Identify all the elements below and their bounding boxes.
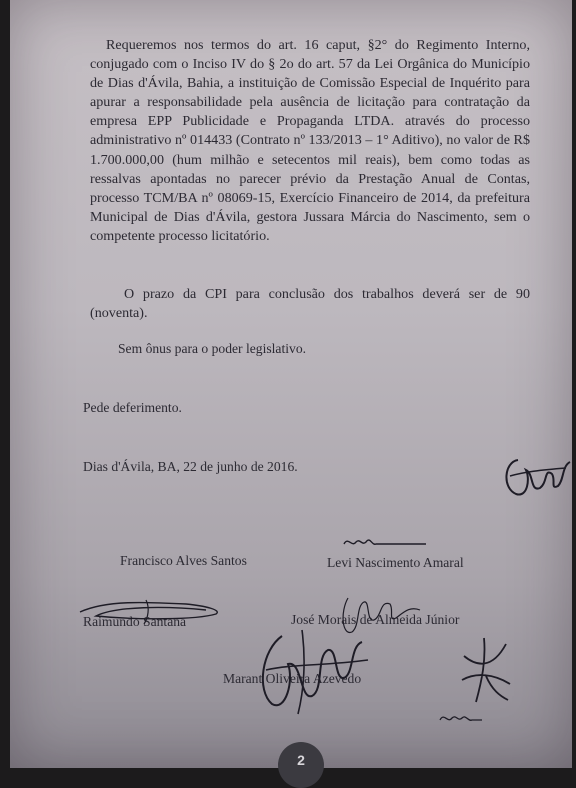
right-signature (456, 636, 516, 706)
no-cost-line: Sem ônus para o poder legislativo. (118, 341, 307, 356)
page-number: 2 (297, 752, 305, 768)
signatory-name: Raimundo Santana (83, 614, 187, 629)
page-number-badge (278, 742, 324, 788)
document-page (10, 0, 572, 768)
center-signature (242, 620, 382, 720)
place-date-line: Dias d'Ávila, BA, 22 de junho de 2016. (83, 459, 298, 474)
initials-signature (436, 708, 486, 730)
raimundo-signature (76, 596, 226, 626)
deadline-paragraph: O prazo da CPI para conclusão dos trabalhos deverá ser de 90 (noventa). (90, 286, 530, 322)
levi-signature (340, 530, 430, 554)
request-paragraph: Requeremos nos termos do art. 16 caput, §2° do Regimento Interno, conjugado com o Inciso IV do § 2o do art. 57 da Lei Orgânica do Município de Dias d'Ávila, Bahia, a instituição de Comissão Especial de Inquérito para apurar a responsabilidade pela ausência de licitação para contratação da empresa EPP Publicidade e Propaganda LTDA. através do processo administrativo nº 014433 (Contrato nº 133/2013 – 1° Aditivo), no valor de R$ 1.700.000,00 (hum milhão e setecentos mil reais), bem como todas as ressalvas apontadas no parecer prévio da Prestação Anual de Contas, processo TCM/BA nº 08069-15, Exercício Financeiro de 2014, da prefeitura Municipal de Dias d'Ávila, gestora Jussara Márcia do Nascimento, sem o competente processo licitatório. (90, 37, 530, 244)
signatory-name: Levi Nascimento Amaral (327, 555, 464, 570)
closing-line: Pede deferimento. (83, 400, 182, 415)
signatory-name: Marant Oliveira Azevedo (223, 671, 362, 686)
margin-signature (500, 448, 572, 508)
signatory-name: José Morais de Almeida Júnior (291, 612, 460, 627)
signatory-name: Francisco Alves Santos (120, 553, 247, 568)
